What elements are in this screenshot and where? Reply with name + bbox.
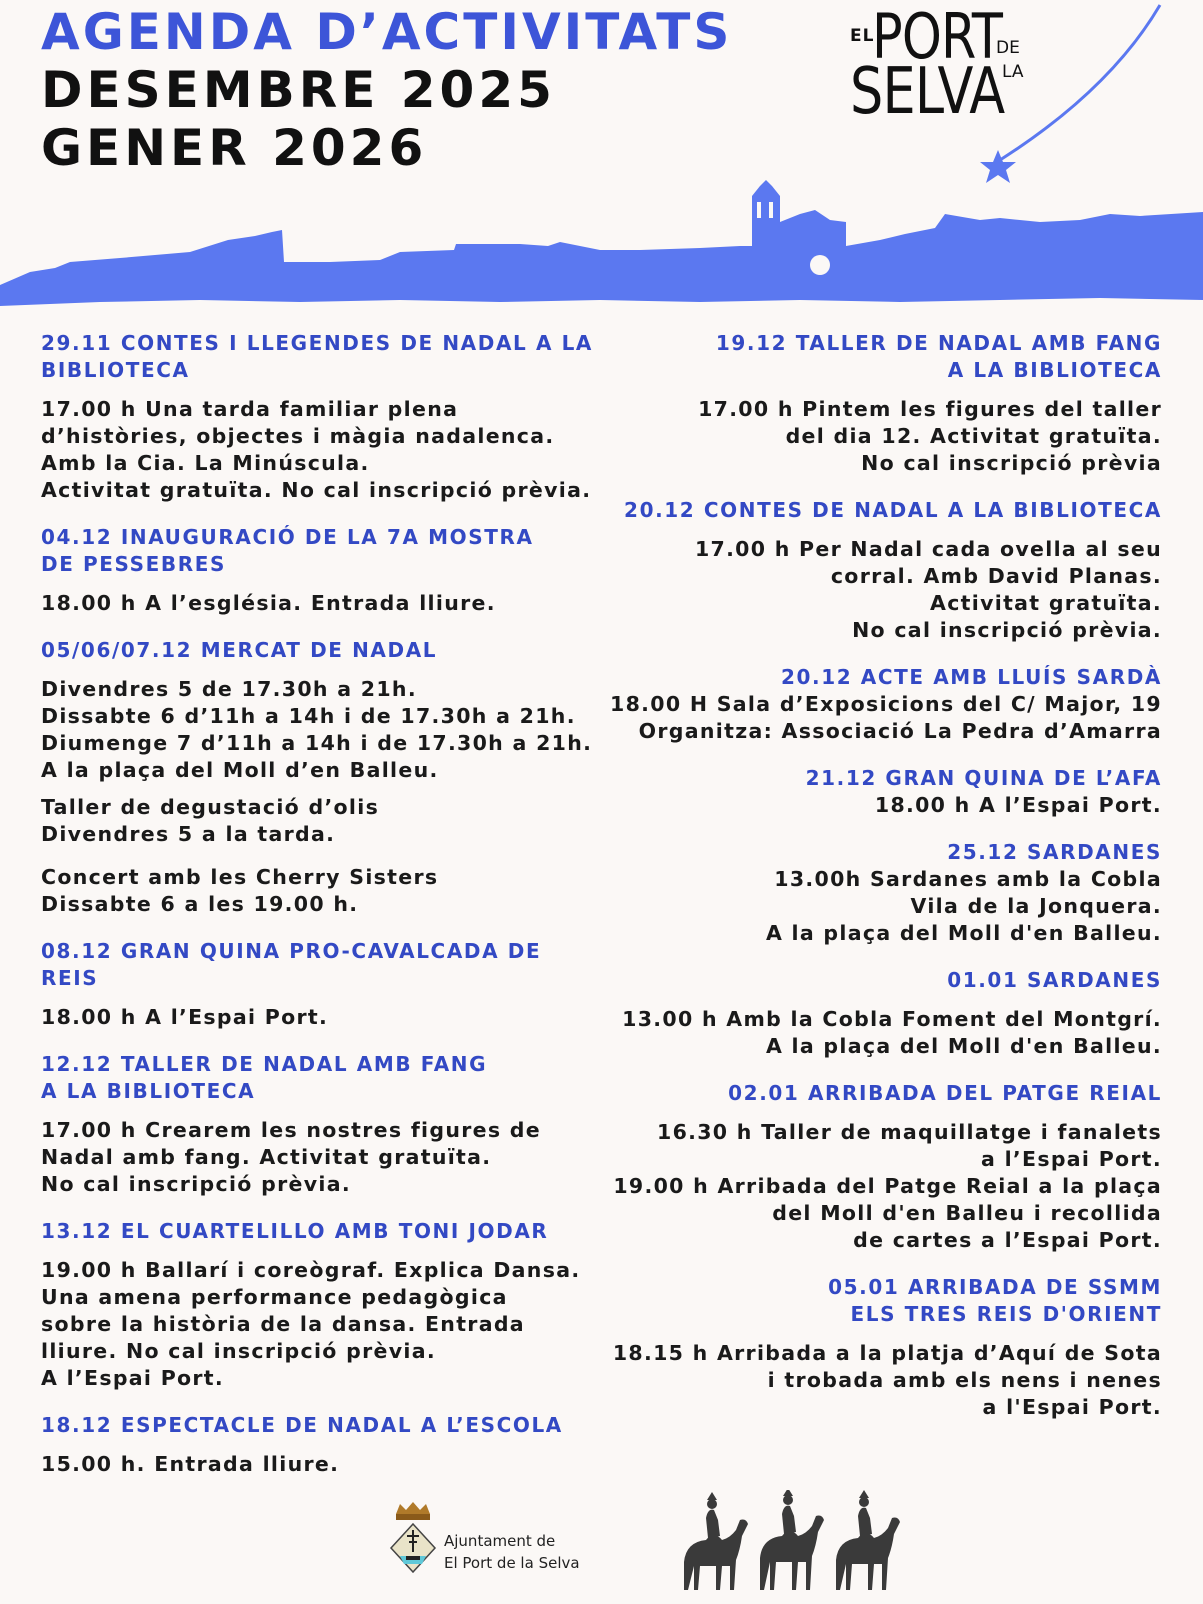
event-details: 18.00 H Sala d’Exposicions del C/ Major, 19 Organitza: Associació La Pedra d’Amarra — [610, 692, 1162, 743]
event-title: 01.01 SARDANES — [947, 968, 1162, 992]
month-line-december: DESEMBRE 2025 — [41, 61, 556, 119]
left-events-column — [41, 330, 601, 1478]
event-title: 13.12 EL CUARTELILLO AMB TONI JODAR — [41, 1219, 549, 1243]
event-block — [41, 1218, 601, 1392]
coat-of-arms-icon — [388, 1500, 438, 1600]
event-details-oil-tasting: Taller de degustació d’olis Divendres 5 a la tarda. — [41, 795, 380, 846]
three-kings-camels-illustration — [676, 1490, 916, 1600]
event-details: 17.00 h Una tarda familiar plena d’històries, objectes i màgia nadalenca. Amb la Cia. La Minúscula. Activitat gratuïta. No cal inscripció prèvia. — [41, 397, 592, 502]
logo-la: LA — [1002, 62, 1024, 82]
event-details: 17.00 h Pintem les figures del taller del dia 12. Activitat gratuïta. No cal inscripció prèvia — [698, 397, 1162, 475]
event-title: 18.12 ESPECTACLE DE NADAL A L’ESCOLA — [41, 1413, 563, 1437]
event-details: Divendres 5 de 17.30h a 21h. Dissabte 6 d’11h a 14h i de 17.30h a 21h. Diumenge 7 d’11h a 14h i de 17.30h a 21h. A la plaça del Moll d’en Balleu. — [41, 677, 593, 782]
logo-port: PORT — [872, 0, 1003, 73]
event-block — [600, 330, 1162, 477]
event-details: 18.00 h A l’Espai Port. — [41, 1005, 329, 1029]
el-port-de-la-selva-logo — [850, 0, 1180, 200]
event-block — [41, 1051, 601, 1198]
event-block — [41, 330, 601, 504]
event-title: 20.12 CONTES DE NADAL A LA BIBLIOTECA — [624, 498, 1162, 522]
event-block — [600, 839, 1162, 947]
month-line-january: GENER 2026 — [41, 119, 428, 177]
event-block — [41, 1412, 601, 1478]
logo-de: DE — [996, 38, 1020, 58]
event-details: 16.30 h Taller de maquillatge i fanalets a l’Espai Port. 19.00 h Arribada del Patge Reial a la plaça del Moll d'en Balleu i recollida de cartes a l’Espai Port. — [613, 1120, 1162, 1252]
event-title: 25.12 SARDANES — [947, 840, 1162, 864]
event-title: 21.12 GRAN QUINA DE L’AFA — [805, 766, 1162, 790]
event-details: 18.00 h A l’Espai Port. — [874, 793, 1162, 817]
ajuntament-logo — [388, 1500, 608, 1600]
event-title: 12.12 TALLER DE NADAL AMB FANG A LA BIBLIOTECA — [41, 1052, 488, 1103]
event-details: 18.15 h Arribada a la platja d’Aquí de Sota i trobada amb els nens i nenes a l'Espai Port. — [612, 1341, 1162, 1419]
event-title: 19.12 TALLER DE NADAL AMB FANG A LA BIBLIOTECA — [715, 331, 1162, 382]
ajuntament-line1: Ajuntament de — [444, 1532, 556, 1550]
event-title: 05/06/07.12 MERCAT DE NADAL — [41, 638, 438, 662]
event-block — [600, 1080, 1162, 1254]
event-block — [600, 967, 1162, 1060]
agenda-title: AGENDA D’ACTIVITATS — [41, 3, 733, 61]
event-block — [600, 765, 1162, 819]
event-title: 05.01 ARRIBADA DE SSMM ELS TRES REIS D'ORIENT — [828, 1275, 1162, 1326]
event-block — [600, 497, 1162, 644]
event-title: 08.12 GRAN QUINA PRO-CAVALCADA DE REIS — [41, 939, 542, 990]
event-details: 15.00 h. Entrada lliure. — [41, 1452, 340, 1476]
right-events-column — [600, 330, 1162, 1421]
event-details: 17.00 h Crearem les nostres figures de Nadal amb fang. Activitat gratuïta. No cal inscripció prèvia. — [41, 1118, 541, 1196]
event-title: 20.12 ACTE AMB LLUÍS SARDÀ — [780, 665, 1162, 689]
event-details: 19.00 h Ballarí i coreògraf. Explica Dansa. Una amena performance pedagògica sobre la història de la dansa. Entrada lliure. No cal inscripció prèvia. A l’Espai Port. — [41, 1258, 581, 1390]
event-block — [600, 1274, 1162, 1421]
event-details: 13.00h Sardanes amb la Cobla Vila de la Jonquera. A la plaça del Moll d'en Balleu. — [765, 867, 1162, 945]
event-details: 18.00 h A l’església. Entrada lliure. — [41, 591, 496, 615]
ajuntament-line2: El Port de la Selva — [444, 1554, 580, 1572]
logo-el: EL — [850, 26, 875, 46]
event-title: 29.11 CONTES I LLEGENDES DE NADAL A LA BIBLIOTECA — [41, 331, 594, 382]
event-block — [600, 664, 1162, 745]
event-block — [41, 524, 601, 617]
event-block — [41, 637, 601, 918]
event-details: 13.00 h Amb la Cobla Foment del Montgrí. A la plaça del Moll d'en Balleu. — [622, 1007, 1162, 1058]
event-title: 04.12 INAUGURACIÓ DE LA 7A MOSTRA DE PESSEBRES — [41, 525, 534, 576]
event-block — [41, 938, 601, 1031]
event-details: 17.00 h Per Nadal cada ovella al seu corral. Amb David Planas. Activitat gratuïta. No cal inscripció prèvia. — [694, 537, 1162, 642]
event-details-concert: Concert amb les Cherry Sisters Dissabte 6 a les 19.00 h. — [41, 865, 439, 916]
event-title: 02.01 ARRIBADA DEL PATGE REIAL — [728, 1081, 1162, 1105]
logo-selva: SELVA — [850, 55, 1005, 129]
